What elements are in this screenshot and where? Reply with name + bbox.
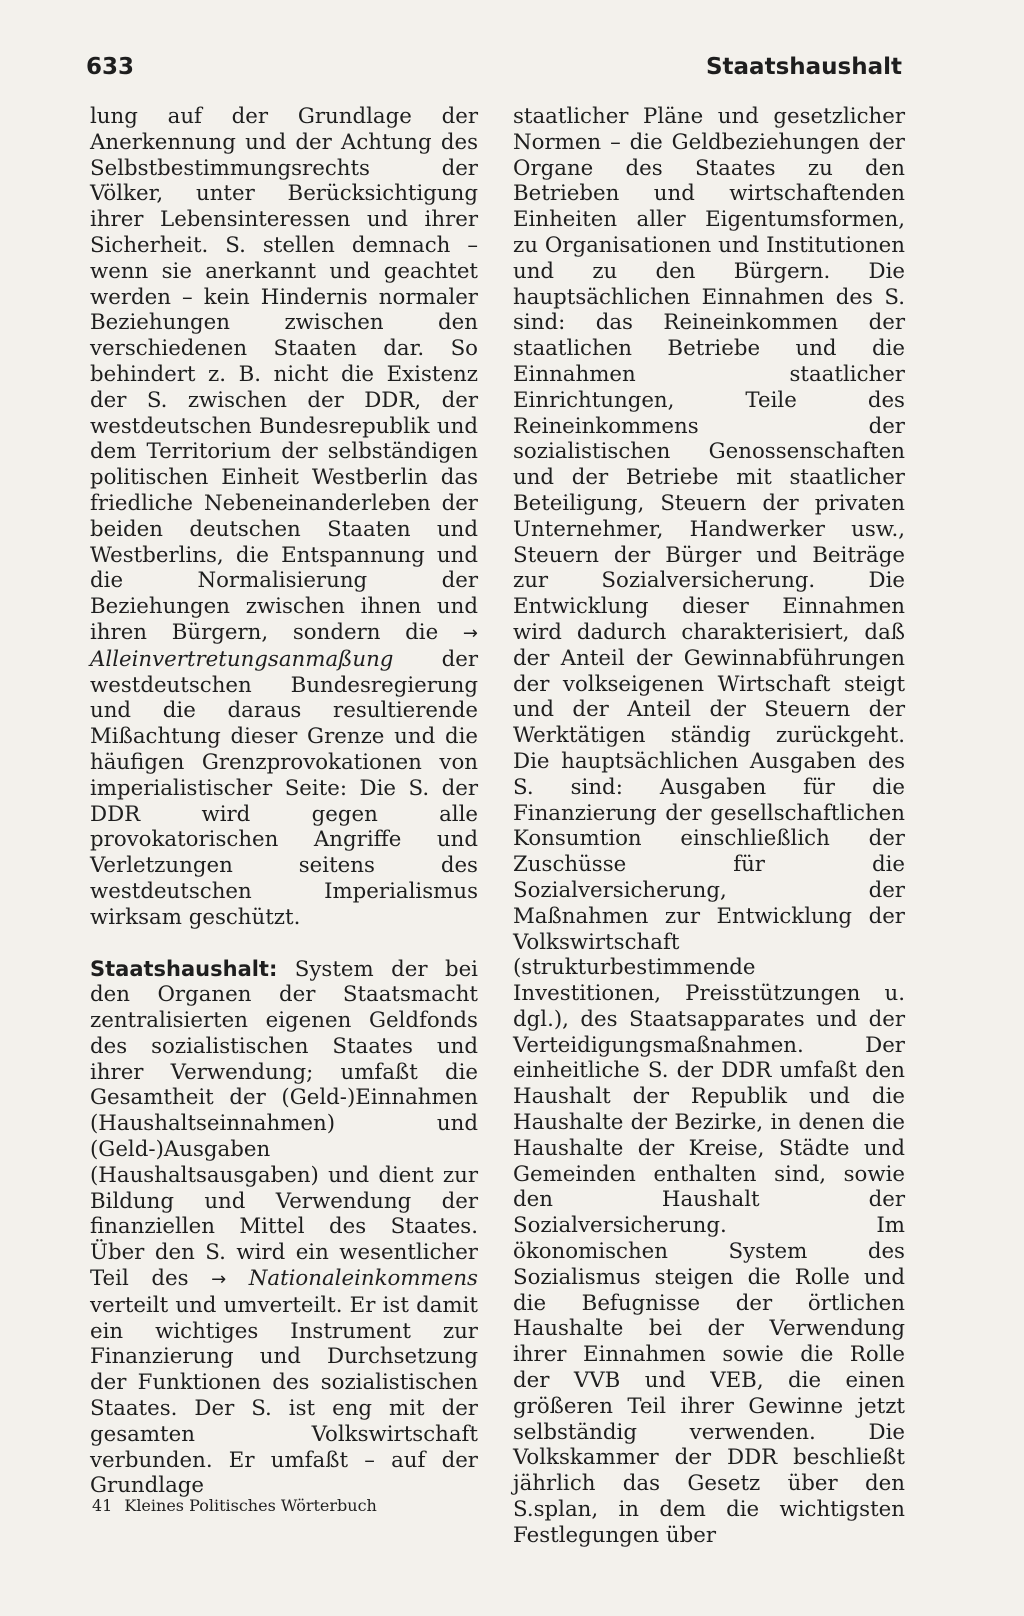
signature-mark: 41 [92, 1496, 113, 1515]
entry-text-part-2: verteilt und umverteilt. Er ist damit ein wichtiges Instrument zur Finanzierung und Durchsetzung der Funktionen des sozialistischen Staates. Der S. ist eng mit der gesamten Volkswirtschaft verbunden. Er umfaßt – auf der Grundlage [90, 1292, 478, 1499]
cross-reference-arrow-icon: → [462, 622, 478, 644]
continued-text-part-2: der westdeutschen Bundesregierung und die daraus resultierende Mißachtung dieser Grenze und die häufigen Grenzprovokationen von imperialistischer Seite: Die S. der DDR wird gegen alle provokatorischen Angriffe und Verletzungen seitens des westdeutschen Imperialismus wirksam geschützt. [90, 646, 478, 930]
page-number: 633 [86, 54, 135, 80]
cross-reference-arrow-icon: → [211, 1269, 227, 1291]
continued-text-part-1: lung auf der Grundlage der Anerkennung und der Achtung des Selbstbestimmungsrechts der Völker, unter Berücksichtigung ihrer Lebensinteressen und ihrer Sicherheit. S. stellen demnach – wenn sie anerkannt und geachtet werden – kein Hindernis normaler Beziehungen zwischen den verschiedenen Staaten dar. So behindert z. B. nicht die Existenz der S. zwischen der DDR, der westdeutschen Bundesrepublik und dem Territorium der selbständigen politischen Einheit Westberlin das friedliche Nebeneinanderleben der beiden deutschen Staaten und Westberlins, die Entspannung und die Normalisierung der Beziehungen zwischen ihnen und ihren Bürgern, sondern die [90, 104, 478, 645]
entry-text-part-1: System der bei den Organen der Staatsmacht zentralisierten eigenen Geldfonds des sozialistischen Staates und ihrer Verwendung; umfaßt die Gesamtheit der (Geld-)Einnahmen (Haushaltseinnahmen) und (Geld-)Ausgaben (Haushaltsausgaben) und dient zur Bildung und Verwendung der finanziellen Mittel des Staates. Über den S. wird ein wesentlicher Teil des [90, 956, 478, 1292]
left-column [90, 104, 478, 1499]
cross-reference-alleinvertretungsanmassung[interactable]: Alleinvertretungsanmaßung [90, 646, 394, 672]
entry-staatshaushalt [90, 957, 478, 1500]
continued-entry-paragraph [90, 104, 478, 931]
entry-continuation-paragraph: staatlicher Pläne und gesetzlicher Normen – die Geldbeziehungen der Organe des Staates zu den Betrieben und wirtschaftenden Einheiten aller Eigentumsformen, zu Organisationen und Institutionen und zu den Bürgern. Die hauptsächlichen Einnahmen des S. sind: das Reineinkommen der staatlichen Betriebe und die Einnahmen staatlicher Einrichtungen, Teile des Reineinkommens der sozialistischen Genossenschaften und der Betriebe mit staatlicher Beteiligung, Steuern der privaten Unternehmer, Handwerker usw., Steuern der Bürger und Beiträge zur Sozialversicherung. Die Entwicklung dieser Einnahmen wird dadurch charakterisiert, daß der Anteil der Gewinnabführungen der volkseigenen Wirtschaft steigt und der Anteil der Steuern der Werktätigen ständig zurückgeht. Die hauptsächlichen Ausgaben des S. sind: Ausgaben für die Finanzierung der gesellschaftlichen Konsumtion einschließlich der Zuschüsse für die Sozialversicherung, der Maßnahmen zur Entwicklung der Volkswirtschaft (strukturbestimmende Investitionen, Preisstützungen u. dgl.), des Staatsapparates und der Verteidigungsmaßnahmen. Der einheitliche S. der DDR umfaßt den Haushalt der Republik und die Haushalte der Bezirke, in denen die Haushalte der Kreise, Städte und Gemeinden enthalten sind, sowie den Haushalt der Sozialversicherung. Im ökonomischen System des Sozialismus steigen die Rolle und die Befugnisse der örtlichen Haushalte bei der Verwendung ihrer Einnahmen sowie die Rolle der VVB und VEB, die einen größeren Teil ihrer Gewinne jetzt selbständig verwenden. Die Volkskammer der DDR beschließt jährlich das Gesetz über den S.splan, in dem die wichtigsten Festlegungen über [513, 104, 905, 1548]
book-title: Kleines Politisches Wörterbuch [124, 1496, 377, 1515]
entry-term: Staatshaushalt: [90, 956, 278, 981]
cross-reference-nationaleinkommen[interactable]: Nationaleinkommens [248, 1266, 478, 1292]
running-head: Staatshaushalt [705, 54, 902, 80]
page-footer [92, 1496, 377, 1515]
right-column [513, 104, 905, 1549]
